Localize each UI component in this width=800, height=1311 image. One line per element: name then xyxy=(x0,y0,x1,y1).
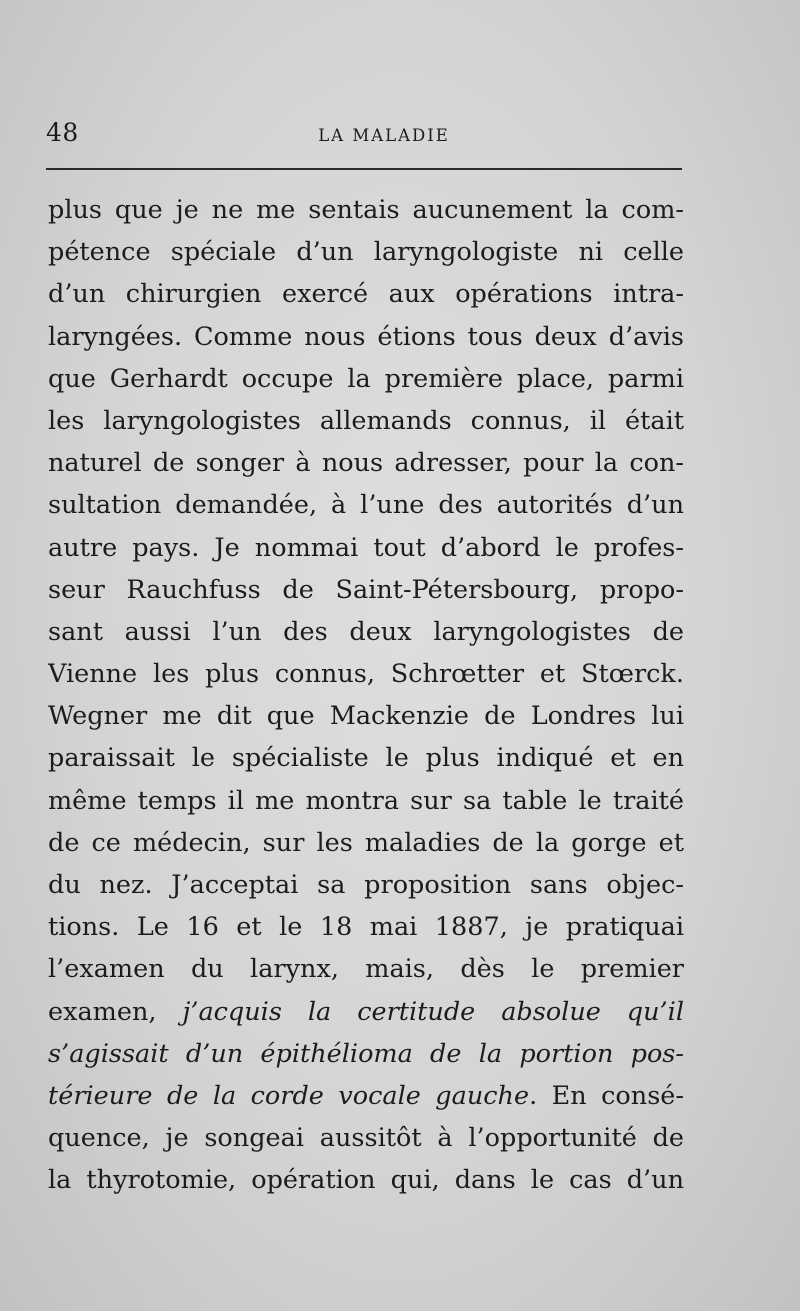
text-segment: du nez. J’acceptai sa proposition sans objec- xyxy=(48,870,684,900)
text-line xyxy=(48,484,684,526)
text-segment: que Gerhardt occupe la première place, parmi xyxy=(48,363,684,394)
text-segment: l’examen du larynx, mais, dès le premier xyxy=(48,954,684,985)
text-line xyxy=(48,864,684,906)
text-line xyxy=(48,948,684,990)
text-segment: examen, xyxy=(48,996,183,1027)
body-paragraph xyxy=(48,189,684,1202)
text-segment: même temps il me montra sur sa table le traité xyxy=(48,785,684,816)
text-segment: Vienne les plus connus, Schrœtter et Stœrck. xyxy=(48,659,684,690)
text-segment: naturel de songer à nous adresser, pour la con- xyxy=(48,448,684,479)
text-line xyxy=(48,400,684,442)
text-line xyxy=(48,1033,684,1075)
text-line xyxy=(48,1117,684,1159)
text-line xyxy=(48,653,684,695)
text-line xyxy=(48,569,684,611)
text-segment: sant aussi l’un des deux laryngologistes de xyxy=(48,616,684,647)
text-line xyxy=(48,991,684,1033)
text-segment: seur Rauchfuss de Saint-Pétersbourg, propo- xyxy=(48,574,684,605)
text-segment: d’un chirurgien exercé aux opérations intra- xyxy=(48,279,684,310)
text-segment: plus que je ne me sentais aucunement la com- xyxy=(48,195,684,225)
text-line xyxy=(48,527,684,569)
running-title: LA MALADIE xyxy=(318,126,450,145)
text-segment: sultation demandée, à l’une des autorités d’un xyxy=(48,490,684,521)
text-line xyxy=(48,442,684,484)
running-head xyxy=(46,112,682,168)
text-line xyxy=(48,1075,684,1117)
text-line xyxy=(48,695,684,737)
text-line xyxy=(48,316,684,358)
text-segment: Wegner me dit que Mackenzie de Londres lui xyxy=(48,701,684,732)
text-line xyxy=(48,611,684,653)
text-line xyxy=(48,780,684,822)
text-segment: . En consé- xyxy=(529,1080,684,1111)
text-line xyxy=(48,906,684,948)
text-line xyxy=(48,1159,684,1201)
text-segment: la thyrotomie, opération qui, dans le cas d’un xyxy=(48,1165,684,1196)
text-segment: paraissait le spécialiste le plus indiqué et en xyxy=(48,743,684,774)
text-line xyxy=(48,273,684,315)
text-line xyxy=(48,189,684,231)
italic-text: térieure de la corde vocale gauche xyxy=(48,1080,530,1111)
page-number: 48 xyxy=(46,118,79,147)
italic-text: s’agissait d’un épithélioma de la portion pos- xyxy=(48,1038,684,1069)
text-line xyxy=(48,231,684,273)
text-segment: tions. Le 16 et le 18 mai 1887, je pratiquai xyxy=(48,912,684,943)
text-segment: pétence spéciale d’un laryngologiste ni celle xyxy=(48,237,684,268)
text-segment: quence, je songeai aussitôt à l’opportunité de xyxy=(48,1123,684,1154)
header-rule xyxy=(46,168,682,170)
text-segment: laryngées. Comme nous étions tous deux d’avis xyxy=(48,321,684,352)
text-segment: de ce médecin, sur les maladies de la gorge et xyxy=(48,827,684,858)
text-segment: autre pays. Je nommai tout d’abord le profes- xyxy=(48,532,684,563)
text-line xyxy=(48,358,684,400)
text-line xyxy=(48,737,684,779)
italic-text: j’acquis la certitude absolue qu’il xyxy=(182,996,684,1027)
text-segment: les laryngologistes allemands connus, il était xyxy=(48,405,684,436)
text-line xyxy=(48,822,684,864)
